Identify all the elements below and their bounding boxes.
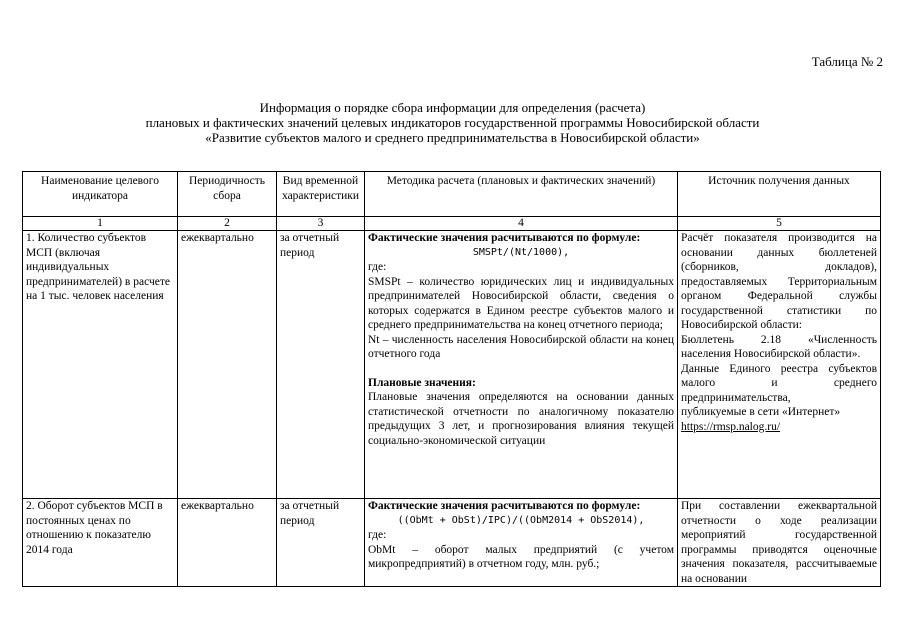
definition-nt: Nt – численность населения Новосибирской области на конец отчетного года [368, 333, 674, 360]
table-row [23, 231, 881, 499]
method-cell [365, 231, 678, 499]
where-label: где: [368, 529, 387, 541]
title-line-1: Информация о порядке сбора информации для определения (расчета) [259, 100, 646, 115]
table-number-label: Таблица № 2 [811, 54, 883, 69]
column-number-row [23, 217, 881, 231]
source-cell [678, 499, 881, 587]
source-paragraph: Расчёт показателя производится на основании данных бюллетеней (сборников, докладов), предоставляемых Территориальным органом Федеральной службы государственной статистики по Новосибирской области: [681, 232, 877, 331]
col-number: 2 [178, 217, 277, 231]
col-number: 3 [277, 217, 365, 231]
source-paragraph: публикуемые в сети «Интернет» [681, 406, 841, 418]
col-number: 1 [23, 217, 178, 231]
where-label: где: [368, 261, 387, 273]
period-cell: ежеквартально [178, 231, 277, 499]
fact-heading: Фактические значения расчитываются по формуле: [368, 232, 641, 244]
period-cell: ежеквартально [178, 499, 277, 587]
header-time-type: Вид временной характеристики [277, 172, 365, 217]
source-paragraph: При составлении ежеквартальной отчетности о ходе реализации мероприятий государственной программы приводятся оценочные значения показателя, рассчитываемые на основании [681, 500, 877, 585]
time-type-cell: за отчетный период [277, 499, 365, 587]
formula: ((ObMt + ObSt)/IPC)/((ObM2014 + ObS2014), [397, 514, 645, 526]
source-link[interactable]: https://rmsp.nalog.ru/ [681, 420, 781, 433]
indicators-table [22, 171, 881, 587]
method-cell [365, 499, 678, 587]
definition-obm: ObMt – оборот малых предприятий (с учетом микропредприятий) в отчетном году, млн. руб.; [368, 543, 674, 570]
time-type-cell: за отчетный период [277, 231, 365, 499]
col-number: 4 [365, 217, 678, 231]
indicator-cell: 2. Оборот субъектов МСП в постоянных ценах по отношению к показателю 2014 года [23, 499, 178, 587]
title-line-2: плановых и фактических значений целевых индикаторов государственной программы Новосибирской области [145, 115, 760, 130]
header-method: Методика расчета (плановых и фактических значений) [365, 172, 678, 217]
document-title [0, 100, 905, 145]
indicator-cell: 1. Количество субъектов МСП (включая индивидуальных предпринимателей) в расчете на 1 тыс. человек населения [23, 231, 178, 499]
header-source: Источник получения данных [678, 172, 881, 217]
fact-heading: Фактические значения расчитываются по формуле: [368, 500, 641, 512]
table-row [23, 499, 881, 587]
plan-text: Плановые значения определяются на основании данных статистической отчетности по аналогичному показателю предыдущих 3 лет, и прогнозирования влияния текущей социально-экономической ситуации [368, 391, 674, 447]
header-period: Периодичность сбора [178, 172, 277, 217]
plan-heading: Плановые значения: [368, 376, 476, 389]
col-number: 5 [678, 217, 881, 231]
table-header-row [23, 172, 881, 217]
source-paragraph: Бюллетень 2.18 «Численность населения Новосибирской области». [681, 333, 877, 360]
header-indicator: Наименование целевого индикатора [23, 172, 178, 217]
title-line-3: «Развитие субъектов малого и среднего предпринимательства в Новосибирской области» [205, 130, 700, 145]
formula: SMSPt/(Nt/1000), [472, 246, 570, 258]
source-paragraph: Данные Единого реестра субъектов малого и среднего предпринимательства, [681, 362, 877, 404]
source-cell [678, 231, 881, 499]
definition-smsp: SMSPt – количество юридических лиц и индивидуальных предпринимателей Новосибирской области, сведения о которых содержатся в Едином реестре субъектов малого и среднего предпринимательства на конец отчетного периода; [368, 275, 674, 331]
